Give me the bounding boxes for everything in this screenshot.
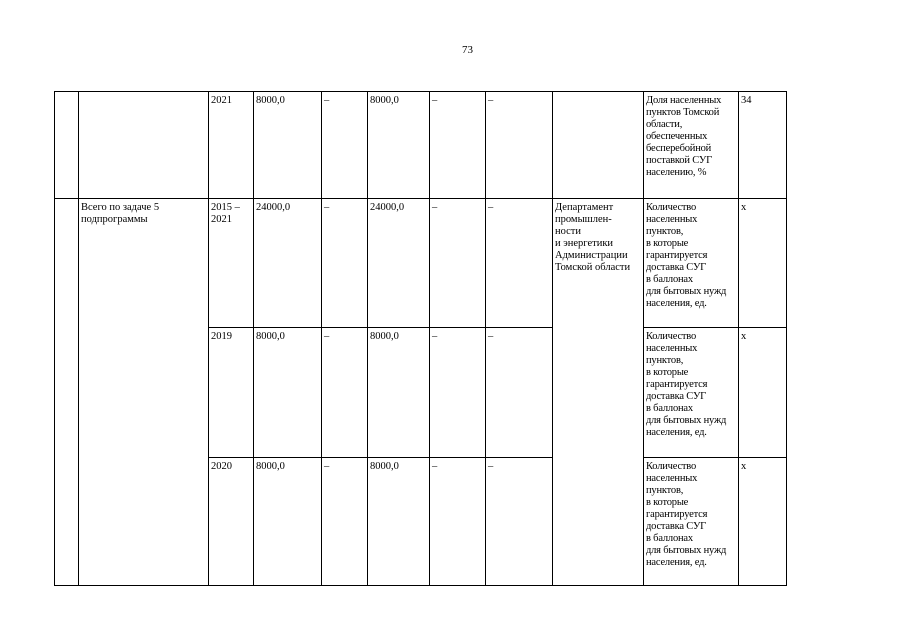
table-cell-value: x	[739, 328, 787, 458]
table-cell-year: 2020	[209, 458, 254, 586]
table-row	[55, 199, 787, 328]
table-cell-indicator: Доля населенных пунктов Томской области, обеспеченных бесперебойной поставкой СУГ населению, %	[644, 92, 739, 199]
table-cell-value: 34	[739, 92, 787, 199]
table-cell-total: 24000,0	[254, 199, 322, 328]
table-cell-number	[55, 92, 79, 199]
table-cell-extra: –	[486, 92, 553, 199]
table-cell-executor	[553, 92, 644, 199]
table-cell-local: –	[430, 199, 486, 328]
table-cell-regional: 8000,0	[368, 328, 430, 458]
budget-table	[54, 91, 787, 586]
page-number: 73	[462, 44, 473, 56]
table-cell-name	[79, 92, 209, 199]
table-cell-federal: –	[322, 199, 368, 328]
table-cell-total: 8000,0	[254, 92, 322, 199]
table-cell-regional: 24000,0	[368, 199, 430, 328]
table-cell-regional: 8000,0	[368, 458, 430, 586]
table-cell-total: 8000,0	[254, 458, 322, 586]
table-cell-value: x	[739, 199, 787, 328]
table-cell-extra: –	[486, 199, 553, 328]
table-cell-indicator: Количество населенных пунктов, в которые гарантируется доставка СУГ в баллонах для бытовых нужд населения, ед.	[644, 328, 739, 458]
table-cell-extra: –	[486, 458, 553, 586]
table-cell-executor: Департамент промышлен- ности и энергетики Администрации Томской области	[553, 199, 644, 586]
table-cell-year: 2015 – 2021	[209, 199, 254, 328]
table-row	[55, 92, 787, 199]
table-cell-extra: –	[486, 328, 553, 458]
table-cell-local: –	[430, 458, 486, 586]
table-cell-year: 2021	[209, 92, 254, 199]
table-cell-regional: 8000,0	[368, 92, 430, 199]
table-cell-value: x	[739, 458, 787, 586]
table-cell-local: –	[430, 92, 486, 199]
table-cell-local: –	[430, 328, 486, 458]
table-cell-number	[55, 199, 79, 586]
table-cell-year: 2019	[209, 328, 254, 458]
task-total-label: Всего по задаче 5 подпрограммы	[79, 199, 209, 586]
table-cell-indicator: Количество населенных пунктов, в которые гарантируется доставка СУГ в баллонах для бытовых нужд населения, ед.	[644, 458, 739, 586]
table-cell-federal: –	[322, 92, 368, 199]
table-cell-total: 8000,0	[254, 328, 322, 458]
table-cell-indicator: Количество населенных пунктов, в которые гарантируется доставка СУГ в баллонах для бытовых нужд населения, ед.	[644, 199, 739, 328]
table-cell-federal: –	[322, 458, 368, 586]
table-cell-federal: –	[322, 328, 368, 458]
